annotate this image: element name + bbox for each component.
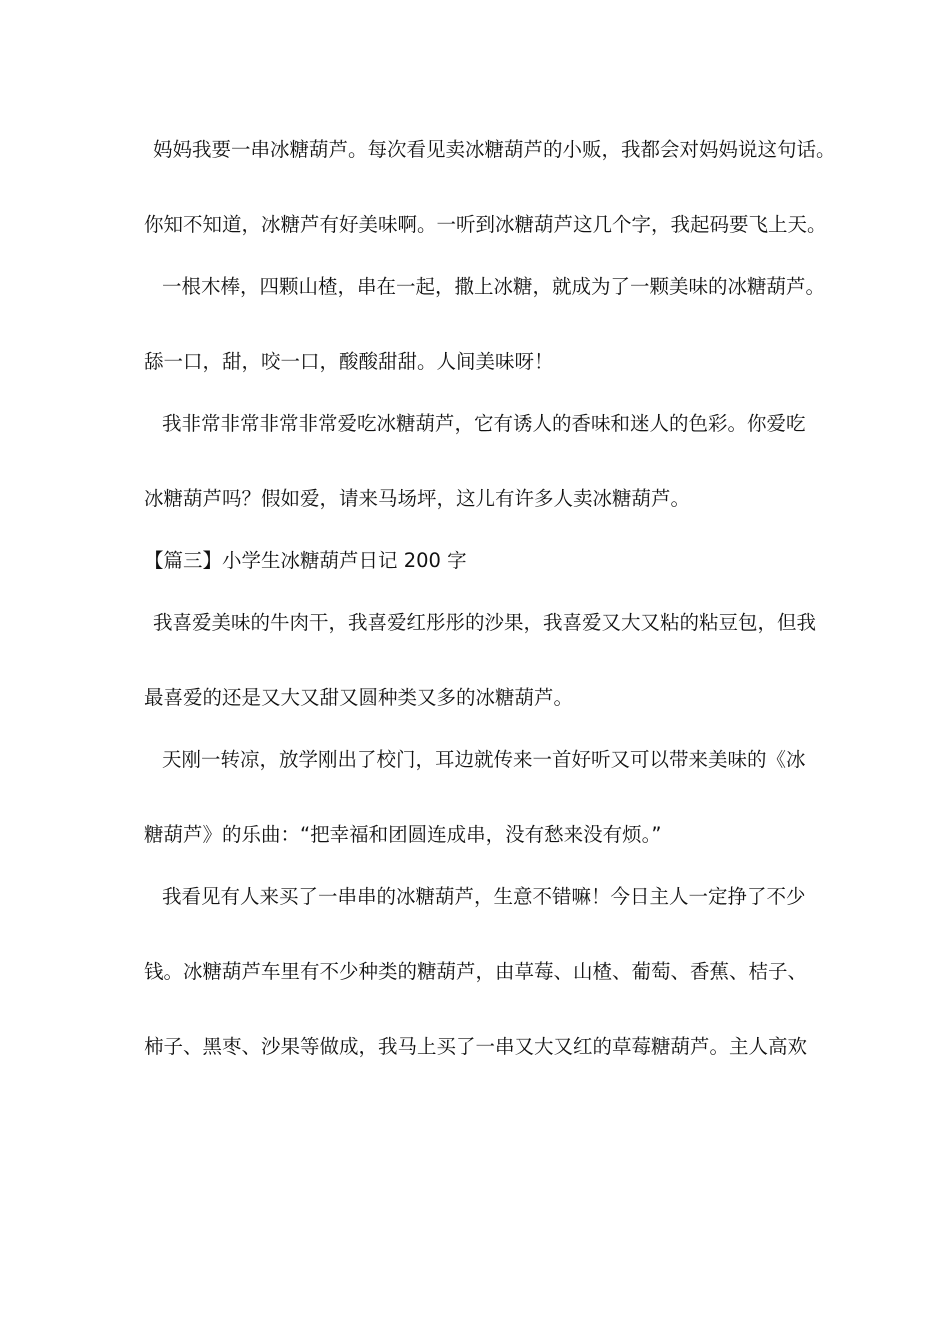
paragraph-line: 柿子、黑枣、沙果等做成，我马上买了一串又大又红的草莓糖葫芦。主人高欢 bbox=[144, 1035, 808, 1058]
paragraph-line: 天刚一转凉，放学刚出了校门，耳边就传来一首好听又可以带来美味的《冰 bbox=[162, 748, 806, 771]
paragraph-line: 最喜爱的还是又大又甜又圆种类又多的冰糖葫芦。 bbox=[144, 686, 574, 709]
paragraph-line: 你知不知道，冰糖芦有好美味啊。一听到冰糖葫芦这几个字，我起码要飞上天。 bbox=[144, 213, 827, 236]
paragraph-line: 我非常非常非常非常爱吃冰糖葫芦，它有诱人的香味和迷人的色彩。你爱吃 bbox=[162, 412, 806, 435]
paragraph-line: 糖葫芦》的乐曲：“把幸福和团圆连成串，没有愁来没有烦。” bbox=[144, 823, 662, 846]
paragraph-line: 我喜爱美味的牛肉干，我喜爱红彤彤的沙果，我喜爱又大又粘的粘豆包，但我 bbox=[153, 611, 817, 634]
paragraph-line: 冰糖葫芦吗？假如爱，请来马场坪，这儿有许多人卖冰糖葫芦。 bbox=[144, 487, 691, 510]
paragraph-line: 舔一口，甜，咬一口，酸酸甜甜。人间美味呀！ bbox=[144, 350, 554, 373]
paragraph-line: 妈妈我要一串冰糖葫芦。每次看见卖冰糖葫芦的小贩，我都会对妈妈说这句话。 bbox=[153, 138, 836, 161]
paragraph-line: 我看见有人来买了一串串的冰糖葫芦，生意不错嘛！今日主人一定挣了不少 bbox=[162, 885, 806, 908]
section-heading: 【篇三】小学生冰糖葫芦日记 200 字 bbox=[144, 549, 467, 572]
paragraph-line: 一根木棒，四颗山楂，串在一起，撒上冰糖，就成为了一颗美味的冰糖葫芦。 bbox=[162, 275, 826, 298]
paragraph-line: 钱。冰糖葫芦车里有不少种类的糖葫芦，由草莓、山楂、葡萄、香蕉、桔子、 bbox=[144, 960, 808, 983]
